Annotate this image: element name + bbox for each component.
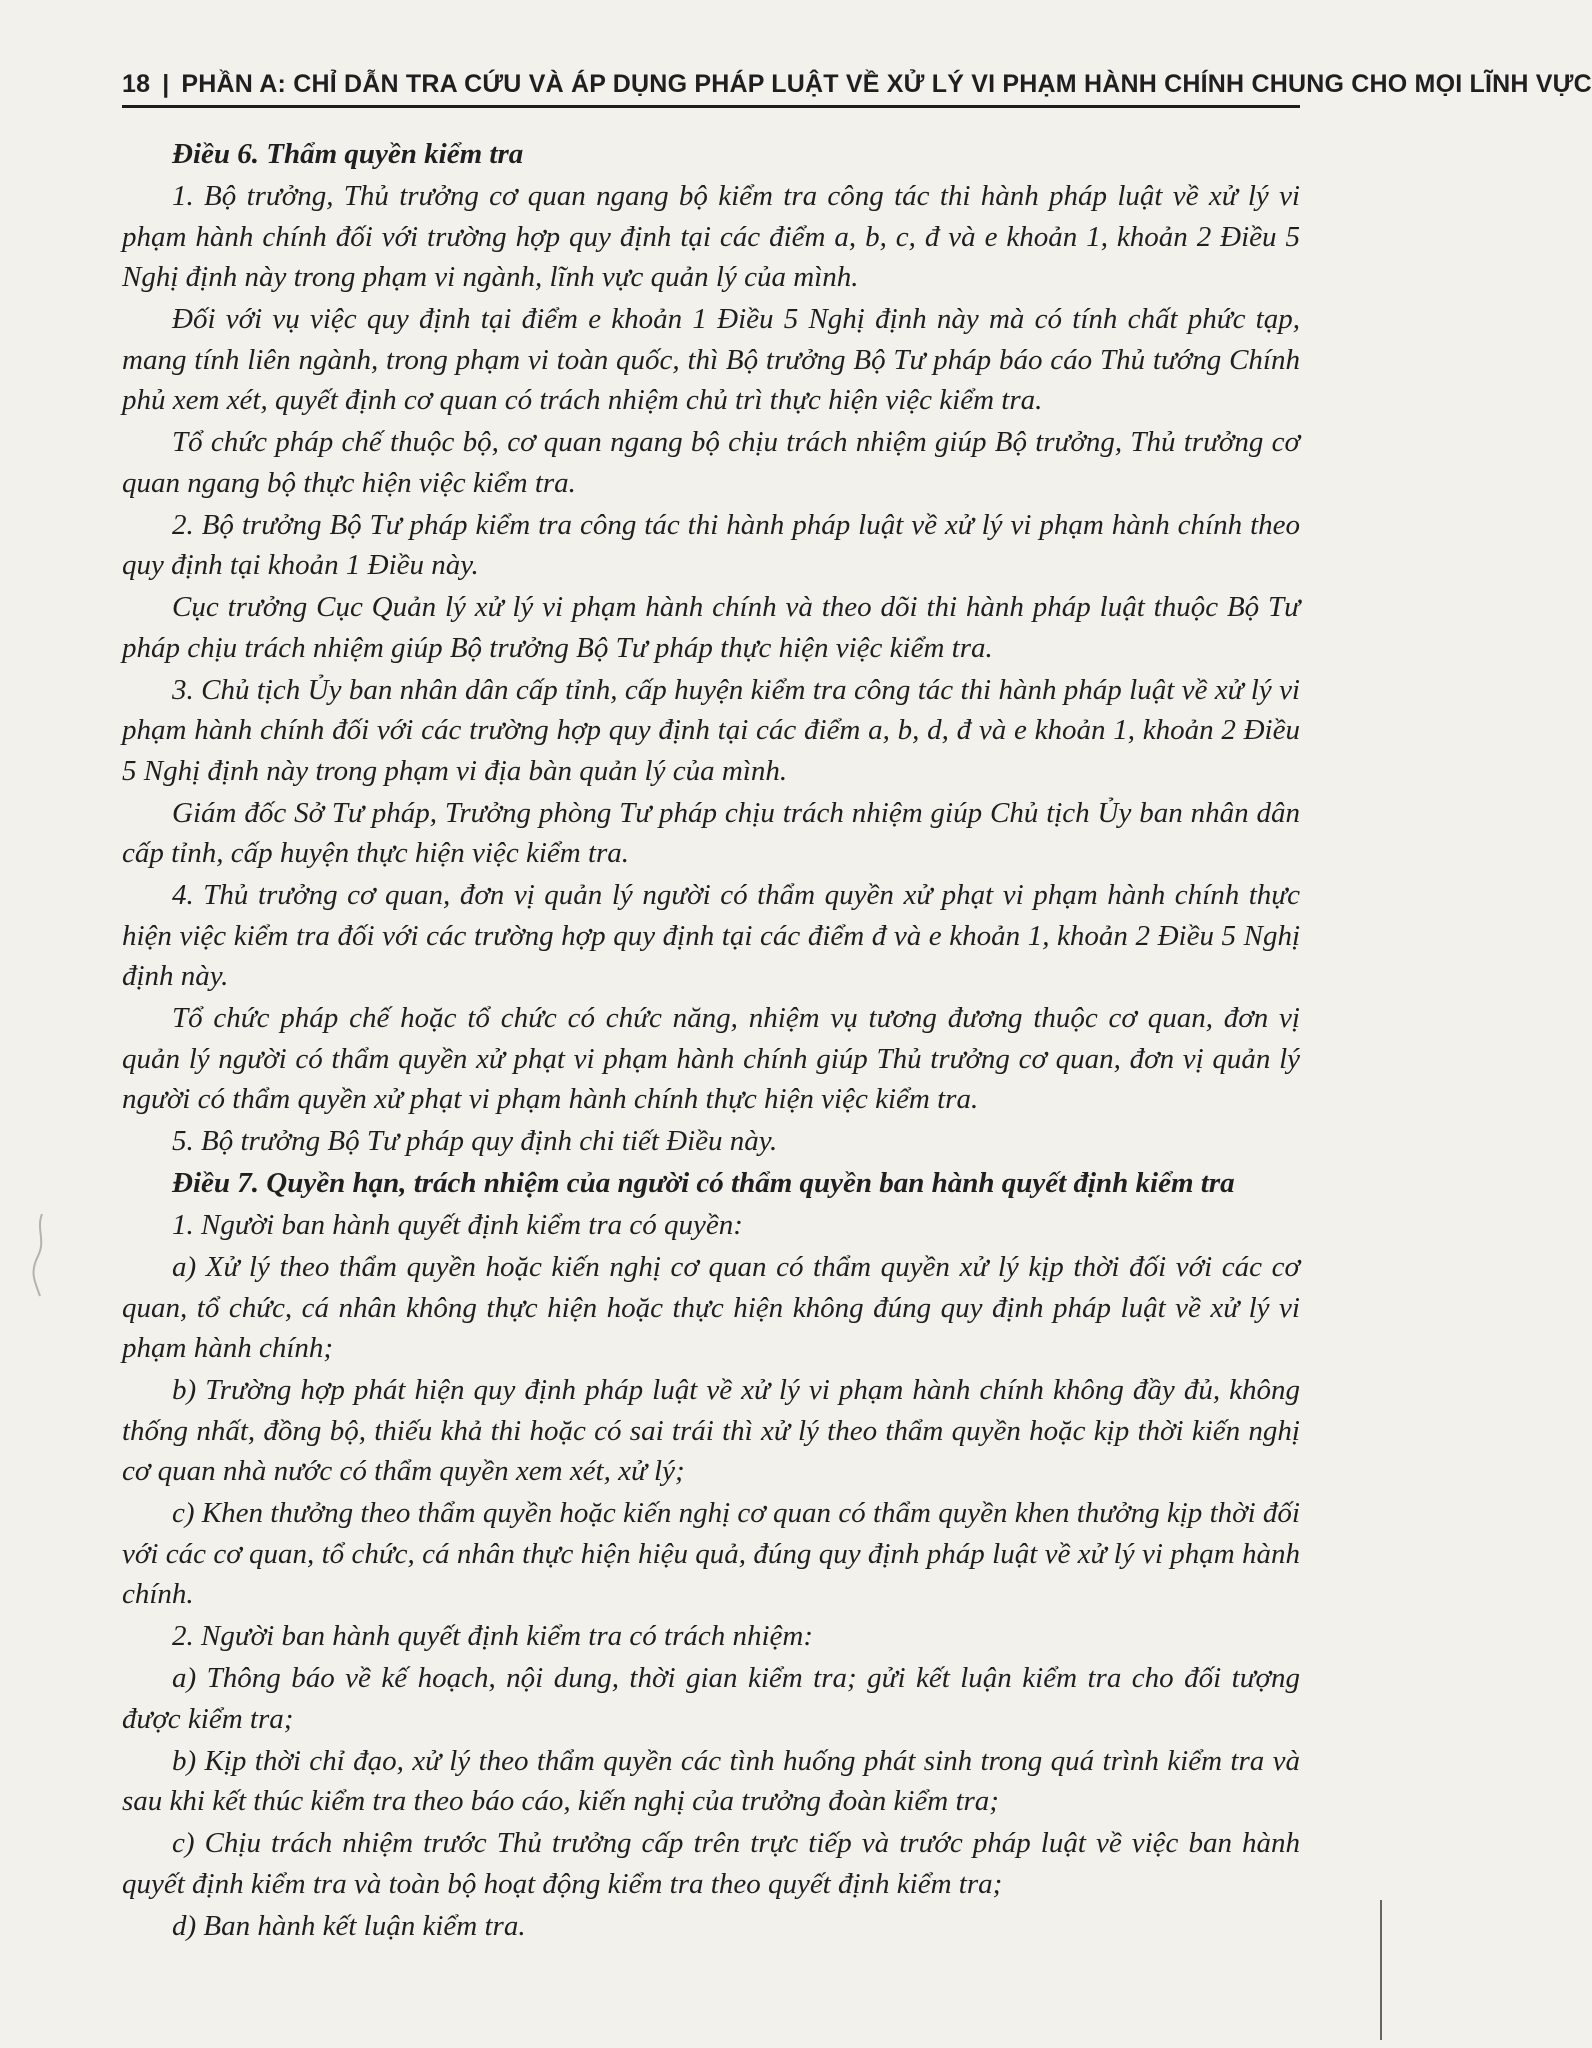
running-header bbox=[122, 70, 1592, 108]
paragraph: a) Thông báo về kế hoạch, nội dung, thời gian kiểm tra; gửi kết luận kiểm tra cho đối tượng được kiểm tra; bbox=[122, 1662, 1300, 1735]
paragraph: d) Ban hành kết luận kiểm tra. bbox=[172, 1909, 526, 1942]
paragraph: 2. Bộ trưởng Bộ Tư pháp kiểm tra công tác thi hành pháp luật về xử lý vi phạm hành chính theo quy định tại khoản 1 Điều này. bbox=[122, 508, 1300, 581]
paragraph: 5. Bộ trưởng Bộ Tư pháp quy định chi tiết Điều này. bbox=[172, 1125, 778, 1157]
article-heading: Điều 7. Quyền hạn, trách nhiệm của người có thẩm quyền ban hành quyết định kiểm tra bbox=[172, 1167, 1235, 1199]
paragraph: b) Trường hợp phát hiện quy định pháp luật về xử lý vi phạm hành chính không đầy đủ, không thống nhất, đồng bộ, thiếu khả thi hoặc có sai trái thì xử lý theo thẩm quyền hoặc kịp thời kiến nghị cơ quan nhà nước có thẩm quyền xem xét, xử lý; bbox=[122, 1374, 1300, 1487]
paragraph: Giám đốc Sở Tư pháp, Trưởng phòng Tư pháp chịu trách nhiệm giúp Chủ tịch Ủy ban nhân dân cấp tỉnh, cấp huyện thực hiện việc kiểm tra. bbox=[122, 796, 1300, 869]
paragraph: Tổ chức pháp chế thuộc bộ, cơ quan ngang bộ chịu trách nhiệm giúp Bộ trưởng, Thủ trưởng cơ quan ngang bộ thực hiện việc kiểm tra. bbox=[122, 426, 1300, 499]
paragraph: 3. Chủ tịch Ủy ban nhân dân cấp tỉnh, cấp huyện kiểm tra công tác thi hành pháp luật về xử lý vi phạm hành chính đối với các trường hợp quy định tại các điểm a, b, d, đ và e khoản 1, khoản 2 Điều 5 Nghị định này trong phạm vi địa bàn quản lý của mình. bbox=[122, 673, 1300, 787]
page-number: 18 bbox=[122, 70, 151, 98]
paragraph: 4. Thủ trưởng cơ quan, đơn vị quản lý người có thẩm quyền xử phạt vi phạm hành chính thực hiện việc kiểm tra đối với các trường hợp quy định tại các điểm đ và e khoản 1, khoản 2 Điều 5 Nghị định này. bbox=[122, 879, 1300, 992]
paragraph: Tổ chức pháp chế hoặc tổ chức có chức năng, nhiệm vụ tương đương thuộc cơ quan, đơn vị quản lý người có thẩm quyền xử phạt vi phạm hành chính giúp Thủ trưởng cơ quan, đơn vị quản lý người có thẩm quyền xử phạt vi phạm hành chính thực hiện việc kiểm tra. bbox=[122, 1002, 1300, 1115]
paragraph: 1. Người ban hành quyết định kiểm tra có quyền: bbox=[172, 1209, 743, 1241]
header-title: PHẦN A: CHỈ DẪN TRA CỨU VÀ ÁP DỤNG PHÁP LUẬT VỀ XỬ LÝ VI PHẠM HÀNH CHÍNH CHUNG CHO MỌI LĨNH VỰC bbox=[181, 70, 1592, 98]
paragraph: c) Chịu trách nhiệm trước Thủ trưởng cấp trên trực tiếp và trước pháp luật về việc ban hành quyết định kiểm tra và toàn bộ hoạt động kiểm tra theo quyết định kiểm tra; bbox=[122, 1827, 1300, 1900]
paragraph: a) Xử lý theo thẩm quyền hoặc kiến nghị cơ quan có thẩm quyền xử lý kịp thời đối với các cơ quan, tổ chức, cá nhân không thực hiện hoặc thực hiện không đúng quy định pháp luật về xử lý vi phạm hành chính; bbox=[122, 1251, 1300, 1364]
paragraph: Đối với vụ việc quy định tại điểm e khoản 1 Điều 5 Nghị định này mà có tính chất phức tạp, mang tính liên ngành, trong phạm vi toàn quốc, thì Bộ trưởng Bộ Tư pháp báo cáo Thủ tướng Chính phủ xem xét, quyết định cơ quan có trách nhiệm chủ trì thực hiện việc kiểm tra. bbox=[122, 303, 1300, 416]
article-heading: Điều 6. Thẩm quyền kiểm tra bbox=[172, 138, 524, 170]
document-body bbox=[122, 134, 1300, 1946]
page-edge-line bbox=[1380, 1900, 1382, 2040]
paragraph: c) Khen thưởng theo thẩm quyền hoặc kiến nghị cơ quan có thẩm quyền khen thưởng kịp thời đối với các cơ quan, tổ chức, cá nhân thực hiện hiệu quả, đúng quy định pháp luật về xử lý vi phạm hành chính. bbox=[122, 1497, 1300, 1610]
header-separator: | bbox=[162, 70, 170, 98]
paragraph: Cục trưởng Cục Quản lý xử lý vi phạm hành chính và theo dõi thi hành pháp luật thuộc Bộ Tư pháp chịu trách nhiệm giúp Bộ trưởng Bộ Tư pháp thực hiện việc kiểm tra. bbox=[122, 591, 1300, 664]
paragraph: b) Kịp thời chỉ đạo, xử lý theo thẩm quyền các tình huống phát sinh trong quá trình kiểm tra và sau khi kết thúc kiểm tra theo báo cáo, kiến nghị của trưởng đoàn kiểm tra; bbox=[122, 1744, 1300, 1817]
margin-smudge-mark bbox=[24, 1210, 54, 1300]
paragraph: 2. Người ban hành quyết định kiểm tra có trách nhiệm: bbox=[172, 1620, 814, 1652]
paragraph: 1. Bộ trưởng, Thủ trưởng cơ quan ngang bộ kiểm tra công tác thi hành pháp luật về xử lý vi phạm hành chính đối với trường hợp quy định tại các điểm a, b, c, đ và e khoản 1, khoản 2 Điều 5 Nghị định này trong phạm vi ngành, lĩnh vực quản lý của mình. bbox=[122, 180, 1300, 293]
